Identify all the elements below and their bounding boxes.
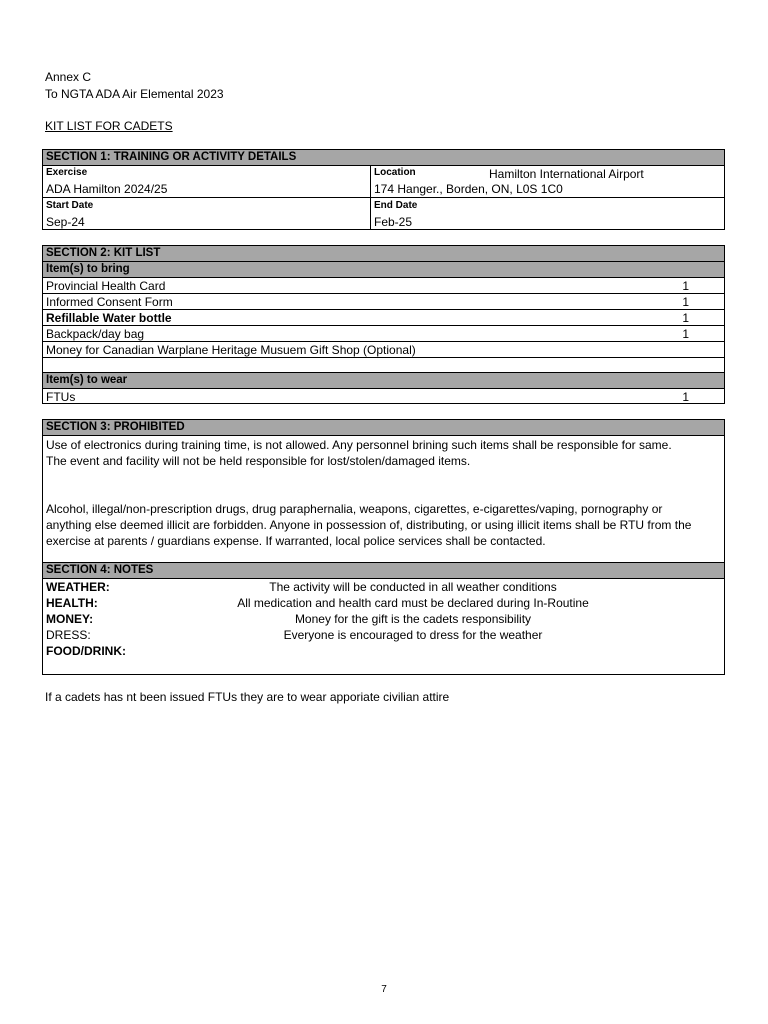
- list-item: [43, 326, 724, 342]
- item-name: Provincial Health Card: [46, 279, 166, 293]
- prohibited-para2-line3: exercise at parents / guardians expense. If warranted, local police services shall be contacted.: [46, 534, 546, 548]
- item-qty: 1: [682, 390, 689, 404]
- section1-row-exercise: [43, 166, 724, 198]
- item-qty: 1: [682, 279, 689, 293]
- blank-row: [43, 358, 724, 373]
- end-date-value: Feb-25: [374, 215, 413, 229]
- section2-title: SECTION 2: KIT LIST: [43, 246, 724, 262]
- prohibited-para2-line1: Alcohol, illegal/non-prescription drugs, drug paraphernalia, weapons, cigarettes, e-cigarettes/vaping, pornography or: [46, 502, 663, 516]
- notes-weather-text: The activity will be conducted in all weather conditions: [269, 580, 557, 594]
- kit-list-title: KIT LIST FOR CADETS: [45, 119, 173, 133]
- list-item: [43, 294, 724, 310]
- notes-dress-text: Everyone is encouraged to dress for the weather: [283, 628, 543, 642]
- location-value: 174 Hanger., Borden, ON, L0S 1C0: [374, 182, 563, 196]
- notes-food-label: FOOD/DRINK:: [46, 644, 126, 658]
- start-date-label: Start Date: [46, 200, 94, 211]
- to-line: To NGTA ADA Air Elemental 2023: [45, 87, 224, 101]
- notes-money-text: Money for the gift is the cadets responsibility: [294, 612, 532, 626]
- list-item: [43, 389, 724, 404]
- section1-table: [42, 149, 725, 230]
- item-qty: 1: [682, 327, 689, 341]
- item-qty: 1: [682, 311, 689, 325]
- prohibited-para1-line2: The event and facility will not be held responsible for lost/stolen/damaged items.: [46, 454, 471, 468]
- prohibited-para2-line2: anything else deemed illicit are forbidden. Anyone in possession of, distributing, or using illicit items shall be RTU from the: [46, 518, 692, 532]
- notes-health-text: All medication and health card must be declared during In-Routine: [237, 596, 589, 610]
- notes-dress-label: DRESS:: [46, 628, 91, 642]
- list-item: [43, 278, 724, 294]
- bring-header: Item(s) to bring: [43, 262, 724, 278]
- prohibited-para1-line1: Use of electronics during training time, is not allowed. Any personnel brining such items shall be responsible for same.: [46, 438, 672, 452]
- wear-header: Item(s) to wear: [43, 373, 724, 389]
- start-date-value: Sep-24: [46, 215, 85, 229]
- item-name: Informed Consent Form: [46, 295, 173, 309]
- exercise-value: ADA Hamilton 2024/25: [46, 182, 168, 196]
- location-name: Hamilton International Airport: [489, 167, 644, 181]
- section2-table: [42, 245, 725, 404]
- annex-label: Annex C: [45, 70, 92, 84]
- page-number: 7: [381, 984, 387, 995]
- ftu-footnote: If a cadets has nt been issued FTUs they are to wear apporiate civilian attire: [45, 690, 450, 704]
- section3-table: [42, 419, 725, 563]
- section4-title: SECTION 4: NOTES: [43, 563, 724, 579]
- notes-weather-label: WEATHER:: [46, 580, 110, 594]
- notes-health-label: HEALTH:: [46, 596, 98, 610]
- item-name: Backpack/day bag: [46, 327, 145, 341]
- section1-title: SECTION 1: TRAINING OR ACTIVITY DETAILS: [43, 150, 724, 166]
- item-name: FTUs: [46, 390, 76, 404]
- item-qty: 1: [682, 295, 689, 309]
- section4-table: [42, 562, 725, 675]
- section3-title: SECTION 3: PROHIBITED: [43, 420, 724, 436]
- exercise-label: Exercise: [46, 167, 88, 178]
- location-label: Location: [374, 167, 416, 178]
- section1-row-dates: [43, 198, 724, 230]
- item-name: Refillable Water bottle: [46, 311, 172, 325]
- list-item: [43, 342, 724, 358]
- list-item: [43, 310, 724, 326]
- end-date-label: End Date: [374, 200, 418, 211]
- item-name: Money for Canadian Warplane Heritage Musuem Gift Shop (Optional): [46, 343, 416, 357]
- notes-money-label: MONEY:: [46, 612, 94, 626]
